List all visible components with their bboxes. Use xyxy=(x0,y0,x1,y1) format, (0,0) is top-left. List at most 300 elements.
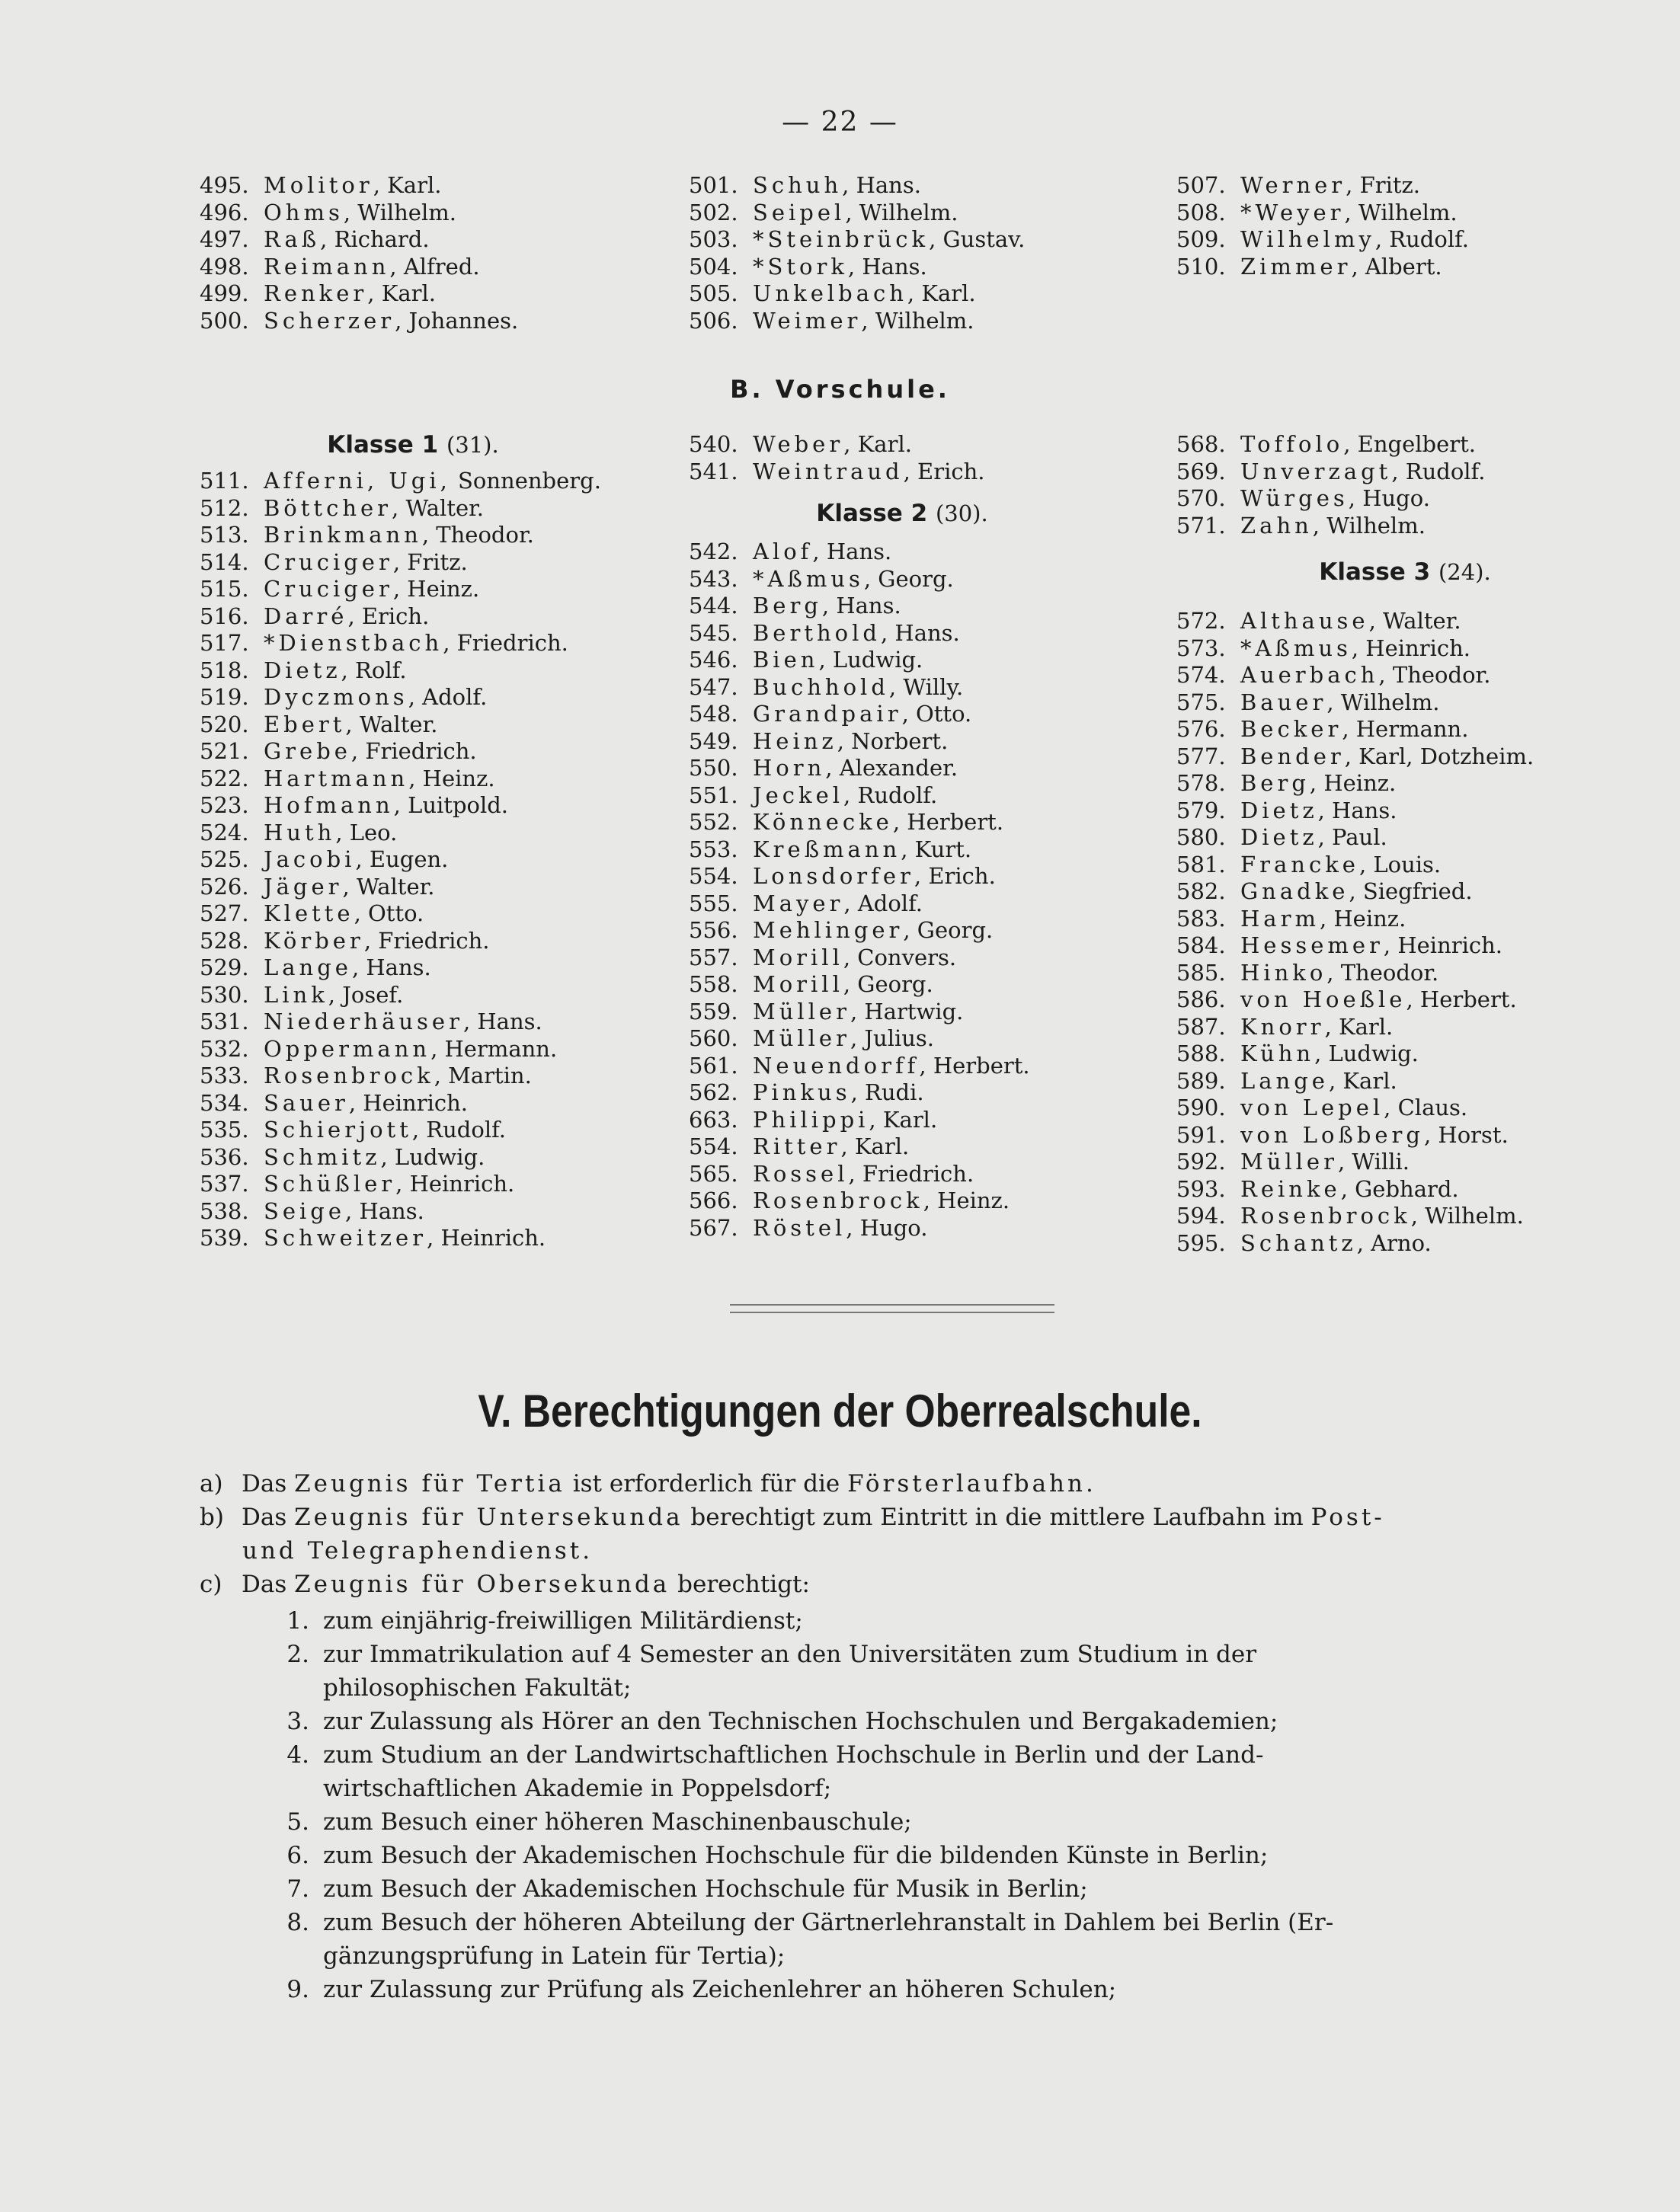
entry-given-name: , Louis. xyxy=(1358,851,1442,877)
list-item xyxy=(689,280,1025,308)
list-item xyxy=(200,1171,626,1198)
list-item xyxy=(689,1161,1115,1188)
entry-number: 538. xyxy=(200,1197,249,1224)
entry-number: 589. xyxy=(1176,1067,1226,1094)
item-a xyxy=(200,1470,1093,1498)
list-item xyxy=(689,172,1025,200)
entry-given-name: , Richard. xyxy=(320,226,430,252)
entry-number: 537. xyxy=(200,1171,249,1197)
entry-given-name: , Johannes. xyxy=(395,307,519,334)
entry-number: 663. xyxy=(689,1106,738,1133)
item-b-post: berechtigt zum Eintritt in die mittlere Laufbahn im xyxy=(683,1504,1311,1531)
entry-surname: Afferni, Ugi, xyxy=(264,468,451,494)
entry-surname: Mayer xyxy=(753,890,844,916)
klasse3-heading xyxy=(1176,555,1634,590)
list-item xyxy=(200,954,626,982)
entry-number: 551. xyxy=(689,782,738,808)
permission-item xyxy=(268,1872,1333,1906)
entry-number: 511. xyxy=(200,468,249,494)
list-item xyxy=(1176,743,1634,771)
entry-number: 594. xyxy=(1176,1203,1226,1229)
entry-given-name: , Engelbert. xyxy=(1343,431,1476,457)
entry-number: 586. xyxy=(1176,986,1226,1012)
item-a-label: a) xyxy=(200,1470,223,1498)
entry-surname: *Aßmus xyxy=(1240,635,1352,661)
entry-number: 534. xyxy=(200,1089,249,1116)
entry-given-name: , Erich. xyxy=(347,603,430,629)
entry-surname: von Hoeßle xyxy=(1240,986,1406,1012)
entry-surname: Schuh xyxy=(753,172,843,198)
entry-given-name: , Theodor. xyxy=(1326,959,1439,986)
section-divider xyxy=(730,1304,1054,1313)
section-v-heading: V. Berechtigungen der Oberrealschule. xyxy=(478,1386,1202,1437)
entry-number: 571. xyxy=(1176,512,1226,539)
entry-number: 592. xyxy=(1176,1149,1226,1175)
item-b-pre: Das xyxy=(242,1504,295,1531)
entry-surname: Francke xyxy=(1240,851,1359,877)
entry-surname: Dietz xyxy=(264,657,341,683)
entry-given-name: , Wilhelm. xyxy=(845,199,958,225)
entry-surname: Mehlinger xyxy=(753,917,904,943)
page-number: — 22 — xyxy=(782,107,898,138)
entry-number: 567. xyxy=(689,1214,738,1241)
list-item xyxy=(200,1063,626,1090)
entry-surname: Harm xyxy=(1240,905,1320,932)
list-item xyxy=(200,928,626,955)
item-text: zur Zulassung zur Prüfung als Zeichenlehrer an höheren Schulen; xyxy=(323,1976,1117,2003)
list-item xyxy=(1176,1040,1634,1068)
entry-surname: Lange xyxy=(264,954,352,980)
entry-given-name: , Josef. xyxy=(328,981,404,1008)
entry-surname: Molitor xyxy=(264,172,373,198)
entry-number: 518. xyxy=(200,657,249,683)
entry-given-name: , Heinrich. xyxy=(348,1089,468,1116)
entry-surname: *Aßmus xyxy=(753,565,864,592)
klasse3-column xyxy=(1176,431,1634,1257)
entry-number: 562. xyxy=(689,1079,738,1105)
item-number: 4. xyxy=(286,1741,309,1769)
entry-given-name: , Hans. xyxy=(345,1197,424,1224)
entry-given-name: , Ludwig. xyxy=(380,1143,485,1170)
list-item xyxy=(689,917,1115,945)
entry-given-name: , Hans. xyxy=(462,1009,542,1034)
entry-surname: Schierjott xyxy=(264,1117,412,1143)
permission-list xyxy=(268,1604,1333,2006)
entry-surname: Schmitz xyxy=(264,1143,381,1170)
entry-given-name: , Claus. xyxy=(1384,1095,1468,1120)
entry-number: 556. xyxy=(689,917,738,943)
entry-number: 566. xyxy=(689,1188,738,1213)
entry-number: 496. xyxy=(200,199,249,225)
entry-surname: Müller xyxy=(1240,1149,1338,1175)
list-item xyxy=(1176,1095,1634,1122)
entry-given-name: , Karl. xyxy=(1324,1013,1394,1040)
list-item xyxy=(689,999,1115,1026)
top-list-col3 xyxy=(1176,172,1469,280)
item-c xyxy=(200,1571,810,1598)
list-item xyxy=(1176,852,1634,879)
entry-given-name: , Hans. xyxy=(812,539,892,564)
item-number: 7. xyxy=(286,1875,309,1903)
list-item xyxy=(689,863,1115,890)
list-item xyxy=(689,647,1115,674)
entry-number: 512. xyxy=(200,494,249,521)
permission-item xyxy=(268,1738,1333,1772)
entry-surname: Horn xyxy=(753,755,826,781)
entry-number: 526. xyxy=(200,873,249,900)
entry-number: 545. xyxy=(689,619,738,646)
entry-given-name: , Rudolf. xyxy=(411,1117,507,1143)
entry-given-name: , Gebhard. xyxy=(1340,1175,1459,1202)
entry-given-name: , Hans. xyxy=(880,619,960,646)
list-item xyxy=(200,549,626,577)
entry-given-name: , Karl. xyxy=(1328,1067,1397,1094)
entry-number: 569. xyxy=(1176,458,1226,484)
entry-surname: Weimer xyxy=(753,307,862,334)
list-item xyxy=(1176,1149,1634,1176)
entry-given-name: , Siegfried. xyxy=(1349,878,1473,904)
list-item xyxy=(200,172,518,200)
permission-item xyxy=(268,1839,1333,1872)
entry-surname: Buchhold xyxy=(753,673,889,700)
entry-given-name: , Karl. xyxy=(840,1133,910,1159)
entry-surname: Kühn xyxy=(1240,1040,1315,1066)
permission-item xyxy=(268,1805,1333,1839)
entry-number: 582. xyxy=(1176,878,1226,904)
item-c-label: c) xyxy=(200,1571,222,1598)
entry-number: 543. xyxy=(689,565,738,592)
entry-number: 573. xyxy=(1176,635,1226,661)
entry-given-name: , Friedrich. xyxy=(363,927,490,954)
entry-given-name: , Heinz. xyxy=(1319,905,1406,932)
entry-number: 531. xyxy=(200,1009,249,1034)
entry-number: 510. xyxy=(1176,253,1226,280)
entry-surname: Scherzer xyxy=(264,307,395,334)
entry-given-name: , Hans. xyxy=(842,172,921,198)
list-item xyxy=(1176,798,1634,825)
permission-item xyxy=(268,1973,1333,2006)
entry-given-name: , Hans. xyxy=(351,954,431,980)
entry-given-name: , Herbert. xyxy=(919,1052,1030,1079)
entry-number: 578. xyxy=(1176,770,1226,796)
entry-number: 535. xyxy=(200,1117,249,1143)
list-item xyxy=(1176,716,1634,743)
list-item xyxy=(689,1079,1115,1107)
entry-surname: Raß xyxy=(264,226,321,252)
entry-surname: Oppermann xyxy=(264,1035,431,1062)
item-text: zur Immatrikulation auf 4 Semester an den Universitäten zum Studium in der xyxy=(323,1641,1257,1668)
entry-surname: Wilhelmy xyxy=(1240,226,1375,252)
list-item xyxy=(689,945,1115,972)
entry-number: 499. xyxy=(200,280,249,306)
item-text: zum Besuch der Akademischen Hochschule für die bildenden Künste in Berlin; xyxy=(323,1842,1269,1869)
list-item xyxy=(200,684,626,711)
entry-number: 553. xyxy=(689,836,738,862)
entry-surname: Auerbach xyxy=(1240,662,1379,688)
entry-number: 595. xyxy=(1176,1229,1226,1256)
entry-number: 509. xyxy=(1176,226,1226,252)
entry-number: 521. xyxy=(200,738,249,764)
entry-surname: Althause xyxy=(1240,608,1369,634)
entry-number: 529. xyxy=(200,954,249,980)
list-item xyxy=(200,711,626,739)
entry-surname: Toffolo xyxy=(1240,431,1344,457)
list-item xyxy=(1176,1230,1634,1258)
entry-number: 501. xyxy=(689,172,738,198)
entry-given-name: , Heinz. xyxy=(1309,770,1397,796)
entry-number: 587. xyxy=(1176,1013,1226,1040)
klasse2-list xyxy=(689,539,1115,1242)
item-text: zum einjährig-freiwilligen Militärdienst; xyxy=(323,1607,803,1635)
entry-given-name: , Adolf. xyxy=(843,890,923,916)
entry-number: 581. xyxy=(1176,851,1226,877)
entry-given-name: , Rudolf. xyxy=(843,782,938,808)
entry-given-name: , Arno. xyxy=(1356,1229,1432,1256)
entry-number: 504. xyxy=(689,253,738,280)
entry-surname: von Loßberg xyxy=(1240,1121,1424,1148)
entry-given-name: , Albert. xyxy=(1351,253,1442,280)
entry-given-name: , Rudi. xyxy=(850,1079,924,1105)
entry-number: 591. xyxy=(1176,1121,1226,1148)
entry-surname: Unkelbach xyxy=(753,280,907,306)
entry-given-name: , Erich. xyxy=(903,458,985,484)
list-item xyxy=(200,200,518,227)
list-item xyxy=(689,539,1115,566)
entry-surname: Schüßler xyxy=(264,1171,396,1197)
entry-surname: Hinko xyxy=(1240,959,1327,986)
entry-given-name: , Karl. xyxy=(373,172,442,198)
entry-number: 532. xyxy=(200,1035,249,1062)
list-item xyxy=(1176,689,1634,717)
list-item xyxy=(200,1198,626,1226)
entry-surname: Dietz xyxy=(1240,824,1318,850)
list-item xyxy=(200,657,626,685)
entry-surname: Dyczmons xyxy=(264,684,408,710)
entry-surname: Klette xyxy=(264,900,354,926)
entry-given-name: , Otto. xyxy=(901,701,972,727)
list-item xyxy=(200,522,626,549)
entry-given-name: , Walter. xyxy=(392,494,485,521)
entry-number: 502. xyxy=(689,199,738,225)
entry-surname: Rossel xyxy=(753,1160,849,1187)
entry-number: 522. xyxy=(200,765,249,791)
item-c-pre: Das xyxy=(242,1571,295,1598)
list-item xyxy=(200,468,626,495)
entry-surname: *Weyer xyxy=(1240,199,1345,225)
entry-surname: *Steinbrück xyxy=(753,226,930,252)
list-item xyxy=(200,820,626,847)
entry-number: 542. xyxy=(689,539,738,564)
entry-given-name: , Herbert. xyxy=(892,809,1004,835)
permission-item xyxy=(268,1671,1333,1705)
entry-number: 548. xyxy=(689,701,738,727)
entry-given-name: , Heinrich. xyxy=(1383,932,1503,958)
entry-given-name: , Herbert. xyxy=(1406,986,1517,1012)
item-a-end: . xyxy=(1085,1470,1093,1498)
entry-surname: Morill xyxy=(753,971,843,997)
top-list-col1 xyxy=(200,172,518,334)
list-item xyxy=(1176,824,1634,852)
entry-given-name: , Hermann. xyxy=(430,1035,558,1062)
entry-surname: Zahn xyxy=(1240,512,1313,539)
klasse1-continued-list xyxy=(689,431,1115,485)
permission-item xyxy=(268,1772,1333,1805)
entry-surname: Alof xyxy=(753,539,813,564)
entry-given-name: , Julius. xyxy=(850,1025,935,1051)
entry-surname: Lonsdorfer xyxy=(753,863,914,889)
item-number: 5. xyxy=(286,1808,309,1836)
entry-number: 517. xyxy=(200,630,249,656)
entry-surname: Heinz xyxy=(753,727,837,754)
entry-surname: Morill xyxy=(753,944,843,970)
list-item xyxy=(1176,932,1634,960)
item-a-pre: Das xyxy=(242,1470,295,1498)
entry-surname: Hessemer xyxy=(1240,932,1384,958)
entry-surname: Jäger xyxy=(264,873,343,900)
entry-surname: von Lepel xyxy=(1240,1095,1384,1120)
entry-surname: Seige xyxy=(264,1197,346,1224)
list-item xyxy=(1176,1068,1634,1095)
list-item xyxy=(200,1144,626,1172)
entry-surname: Schweitzer xyxy=(264,1225,427,1251)
entry-surname: Bien xyxy=(753,647,819,673)
entry-given-name: , Friedrich. xyxy=(848,1160,974,1187)
entry-number: 583. xyxy=(1176,905,1226,932)
entry-surname: Ohms xyxy=(264,199,344,225)
list-item xyxy=(689,254,1025,281)
item-b-label: b) xyxy=(200,1504,224,1531)
list-item xyxy=(200,308,518,335)
list-item xyxy=(200,603,626,631)
entry-given-name: , Georg. xyxy=(863,565,954,592)
entry-surname: Müller xyxy=(753,998,850,1024)
entry-given-name: , Alfred. xyxy=(389,253,480,280)
entry-surname: Schantz xyxy=(1240,1229,1357,1256)
entry-surname: Jacobi xyxy=(264,846,356,872)
entry-number: 500. xyxy=(200,307,249,334)
entry-surname: Becker xyxy=(1240,716,1342,742)
entry-number: 547. xyxy=(689,673,738,700)
entry-surname: Lange xyxy=(1240,1067,1329,1094)
entry-number: 554. xyxy=(689,863,738,889)
entry-surname: *Dienstbach xyxy=(264,630,443,656)
entry-number: 505. xyxy=(689,280,738,306)
item-b-continuation: und Telegraphendienst. xyxy=(242,1537,594,1565)
entry-given-name: , Karl. xyxy=(843,431,912,457)
entry-given-name: , Norbert. xyxy=(837,727,949,754)
entry-given-name: , Wilhelm. xyxy=(1326,689,1440,715)
list-item xyxy=(1176,200,1469,227)
entry-surname: Röstel xyxy=(753,1214,846,1241)
entry-given-name: , Fritz. xyxy=(1346,172,1421,198)
entry-surname: Philippi xyxy=(753,1106,869,1133)
item-a-emph2: Försterlaufbahn xyxy=(847,1470,1086,1498)
permission-item xyxy=(268,1604,1333,1638)
list-item xyxy=(200,280,518,308)
entry-number: 544. xyxy=(689,593,738,619)
list-item xyxy=(1176,878,1634,906)
list-item xyxy=(689,1133,1115,1161)
list-item xyxy=(1176,635,1634,663)
entry-number: 507. xyxy=(1176,172,1226,198)
item-number: 3. xyxy=(286,1708,309,1735)
permission-item xyxy=(268,1906,1333,1939)
list-item xyxy=(200,792,626,820)
entry-surname: Niederhäuser xyxy=(264,1009,463,1034)
klasse3-count: (24). xyxy=(1438,559,1491,585)
klasse3-list xyxy=(1176,608,1634,1257)
entry-number: 515. xyxy=(200,576,249,602)
entry-given-name: , Heinz. xyxy=(408,765,495,791)
entry-surname: Körber xyxy=(264,927,364,954)
entry-given-name: , Hugo. xyxy=(1348,485,1430,511)
klasse1-column xyxy=(200,430,626,1252)
entry-number: 516. xyxy=(200,603,249,629)
entry-surname: Würges xyxy=(1240,485,1349,511)
entry-surname: Dietz xyxy=(1240,797,1318,823)
entry-given-name: , Heinz. xyxy=(392,576,480,602)
entry-given-name: , Karl. xyxy=(367,280,437,306)
list-item xyxy=(200,226,518,254)
entry-surname: Böttcher xyxy=(264,494,392,521)
list-item xyxy=(200,630,626,657)
item-b-emph2: Post- xyxy=(1310,1504,1385,1531)
entry-number: 593. xyxy=(1176,1175,1226,1202)
entry-surname: Grandpair xyxy=(753,701,902,727)
list-item xyxy=(689,1025,1115,1053)
item-b-emph: Zeugnis für Untersekunda xyxy=(294,1504,683,1531)
permission-item xyxy=(268,1638,1333,1671)
entry-number: 575. xyxy=(1176,689,1226,715)
entry-number: 533. xyxy=(200,1063,249,1088)
entry-number: 528. xyxy=(200,927,249,954)
entry-surname: Cruciger xyxy=(264,576,393,602)
entry-surname: Seipel xyxy=(753,199,846,225)
entry-number: 541. xyxy=(689,458,738,484)
list-item xyxy=(200,738,626,766)
klasse2-label: Klasse 2 xyxy=(816,500,928,527)
top-list-col2 xyxy=(689,172,1025,334)
list-item xyxy=(689,226,1025,254)
klasse1-label: Klasse 1 xyxy=(327,431,439,459)
entry-given-name: , Hermann. xyxy=(1342,716,1469,742)
entry-surname: Kreßmann xyxy=(753,836,901,862)
item-number: 9. xyxy=(286,1976,309,2003)
item-text: zum Besuch einer höheren Maschinenbauschule; xyxy=(323,1808,912,1836)
klasse1-list xyxy=(200,468,626,1252)
entry-given-name: , Eugen. xyxy=(355,846,449,872)
entry-number: 523. xyxy=(200,792,249,818)
entry-number: 498. xyxy=(200,253,249,280)
entry-number: 524. xyxy=(200,819,249,845)
entry-given-name: , Georg. xyxy=(843,971,933,997)
entry-number: 585. xyxy=(1176,959,1226,986)
entry-given-name: , Wilhelm. xyxy=(1312,512,1426,539)
permission-item xyxy=(268,1705,1333,1738)
entry-given-name: , Kurt. xyxy=(901,836,972,862)
entry-number: 546. xyxy=(689,647,738,673)
entry-number: 580. xyxy=(1176,824,1226,850)
list-item xyxy=(689,836,1115,864)
entry-surname: Grebe xyxy=(264,738,351,764)
entry-number: 513. xyxy=(200,522,249,548)
entry-given-name: , Walter. xyxy=(345,711,438,737)
entry-given-name: , Horst. xyxy=(1423,1121,1509,1148)
klasse2-continued-list xyxy=(1176,431,1634,539)
klasse2-column xyxy=(689,431,1115,1242)
entry-surname: Hartmann xyxy=(264,765,409,791)
list-item xyxy=(200,874,626,901)
